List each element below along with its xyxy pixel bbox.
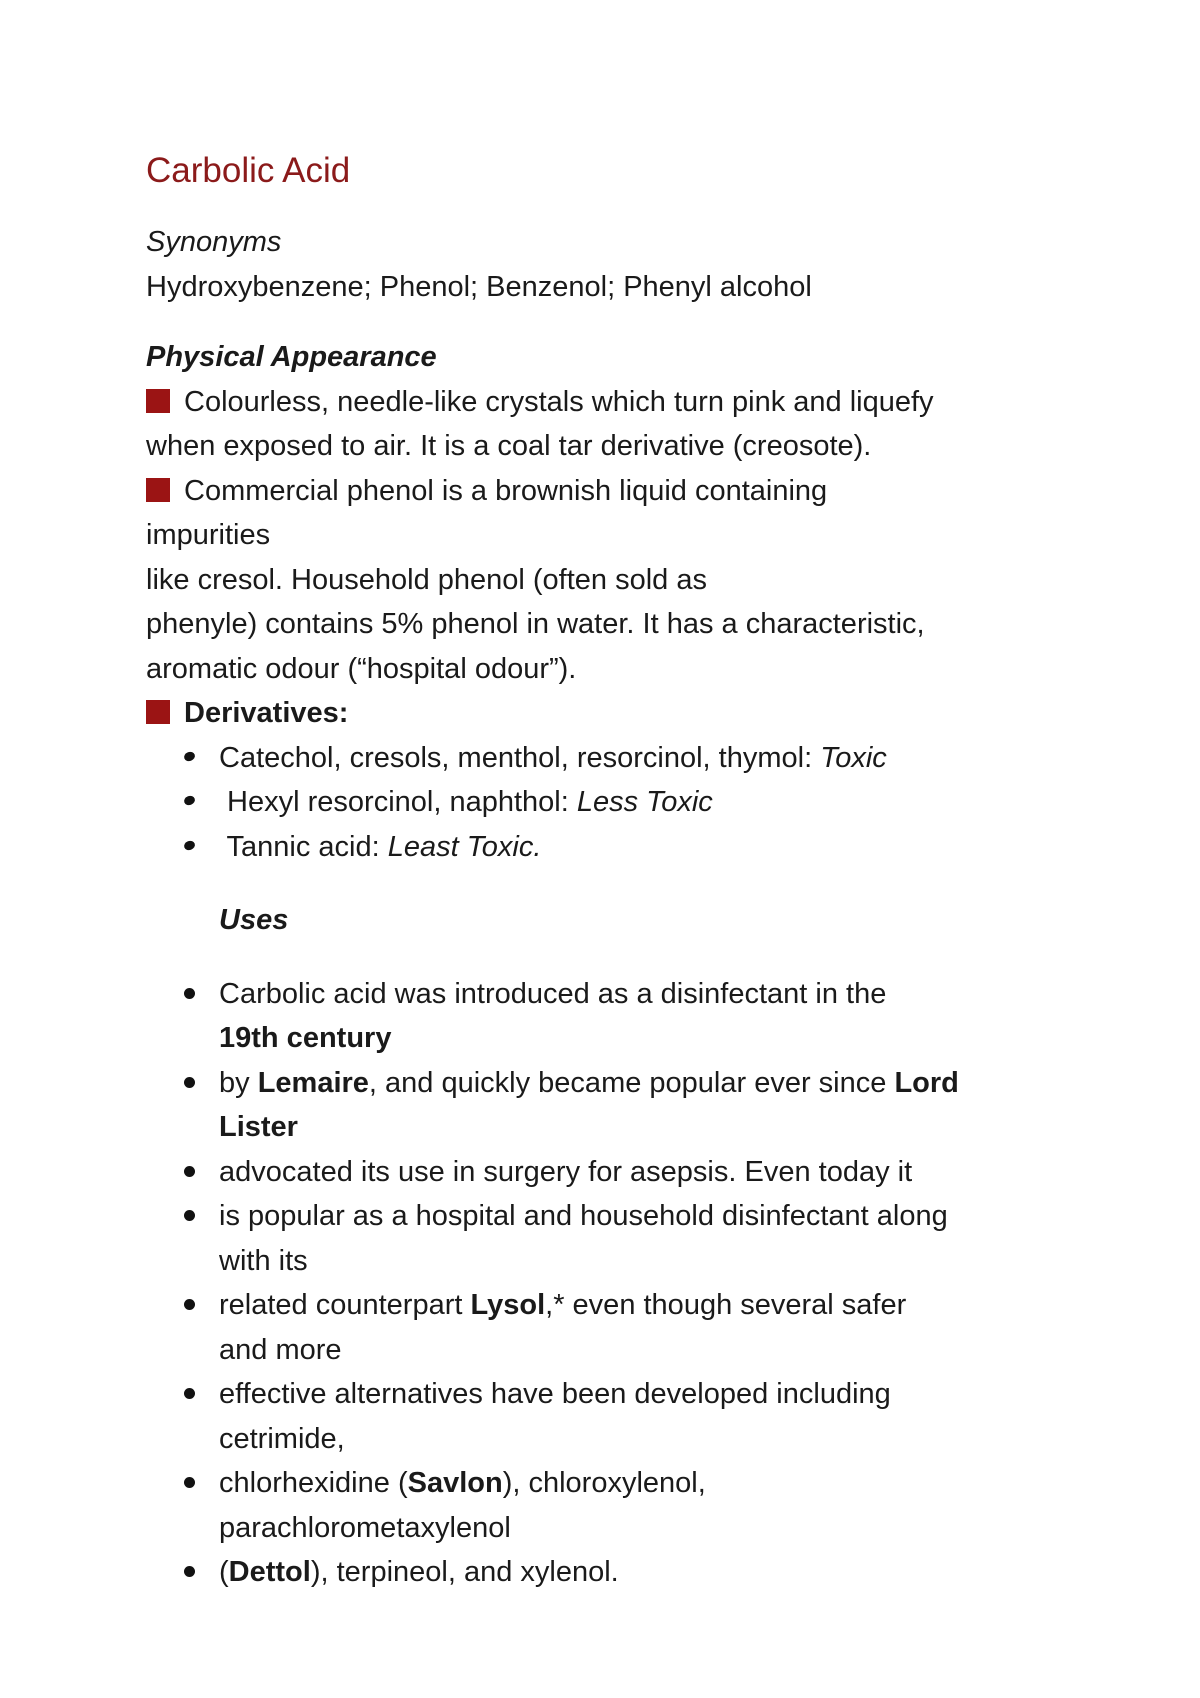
list-item-bold: Lord [894,1066,959,1099]
bullet-icon [184,988,195,999]
bullet-icon [183,794,196,806]
list-item-bold: Lister [219,1111,298,1143]
uses-heading: Uses [219,904,289,936]
list-item-text: ,* even though several safer [545,1289,907,1321]
list-item-text: Hexyl resorcinol, naphthol: [219,786,577,818]
document-title: Carbolic Acid [146,151,351,190]
list-item-bold: Savlon [407,1467,503,1499]
list-item-text: ), chloroxylenol, [502,1467,706,1499]
list-item-text: is popular as a hospital and household disinfectant along [219,1200,948,1232]
list-item-text: by [219,1066,258,1099]
list-item [146,1550,1066,1595]
list-item-text: , and quickly became popular ever since [368,1066,895,1099]
document-content [146,150,1066,1595]
paragraph-line: impurities [146,519,271,551]
square-bullet-icon [146,389,170,413]
paragraph-line: like cresol. Household phenol (often sold as [146,563,707,596]
list-item [146,1283,1066,1372]
list-item-bold: Lemaire [257,1066,369,1099]
list-item [146,1461,1066,1550]
bullet-icon [184,1388,195,1399]
list-item-text: Tannic acid: [219,830,388,863]
bullet-icon [183,839,196,851]
list-item [146,1372,1066,1461]
derivatives-heading: Derivatives: [184,697,349,729]
list-item [146,736,1066,781]
bullet-icon [184,1210,195,1221]
list-item-text: advocated its use in surgery for asepsis. Even today it [219,1155,913,1188]
list-item-bold: 19th century [219,1022,392,1054]
list-item-text: related counterpart [219,1289,471,1321]
synonyms-heading: Synonyms [146,226,282,258]
uses-list [146,972,1066,1595]
synonyms-text: Hydroxybenzene; Phenol; Benzenol; Phenyl alcohol [146,270,812,303]
paragraph-text: Commercial phenol is a brownish liquid containing [184,474,828,507]
list-item-text: effective alternatives have been developed including [219,1378,891,1410]
bullet-icon [184,1566,195,1577]
list-item-text: Catechol, cresols, menthol, resorcinol, thymol: [219,741,821,774]
bullet-icon [184,1477,195,1488]
paragraph-commercial [146,469,1066,514]
bullet-icon [183,750,196,762]
physical-appearance-heading: Physical Appearance [146,341,437,373]
paragraph-line: when exposed to air. It is a coal tar derivative (creosote). [146,430,872,462]
list-item-text: and more [219,1333,342,1366]
bullet-icon [184,1299,195,1310]
list-item-text: ), terpineol, and xylenol. [310,1556,619,1588]
paragraph-line: aromatic odour (“hospital odour”). [146,652,577,685]
toxicity-note: Less Toxic [576,786,713,818]
toxicity-note: Least Toxic. [387,830,542,863]
derivatives-heading-line [146,691,1066,736]
list-item-text: with its [219,1244,308,1277]
list-item [146,1061,1066,1150]
list-item-text: Carbolic acid was introduced as a disinfectant in the [219,977,887,1010]
square-bullet-icon [146,478,170,502]
list-item [146,780,1066,825]
paragraph-colourless [146,380,1066,425]
list-item-text: ( [219,1556,229,1588]
list-item [146,1150,1066,1195]
list-item-text: parachlorometaxylenol [219,1511,511,1544]
square-bullet-icon [146,700,170,724]
bullet-icon [184,1077,195,1088]
list-item-text: chlorhexidine ( [219,1467,408,1499]
list-item-bold: Dettol [228,1556,311,1588]
list-item-text: cetrimide, [219,1422,345,1455]
paragraph-line: phenyle) contains 5% phenol in water. It has a characteristic, [146,608,925,640]
spacer [146,309,1066,335]
toxicity-note: Toxic [820,741,887,774]
bullet-icon [184,1166,195,1177]
list-item-bold: Lysol [470,1289,546,1321]
list-item [146,972,1066,1061]
list-item [146,825,1066,870]
list-item [146,1194,1066,1283]
paragraph-text: Colourless, needle-like crystals which turn pink and liquefy [184,385,934,418]
derivatives-list [146,736,1066,870]
